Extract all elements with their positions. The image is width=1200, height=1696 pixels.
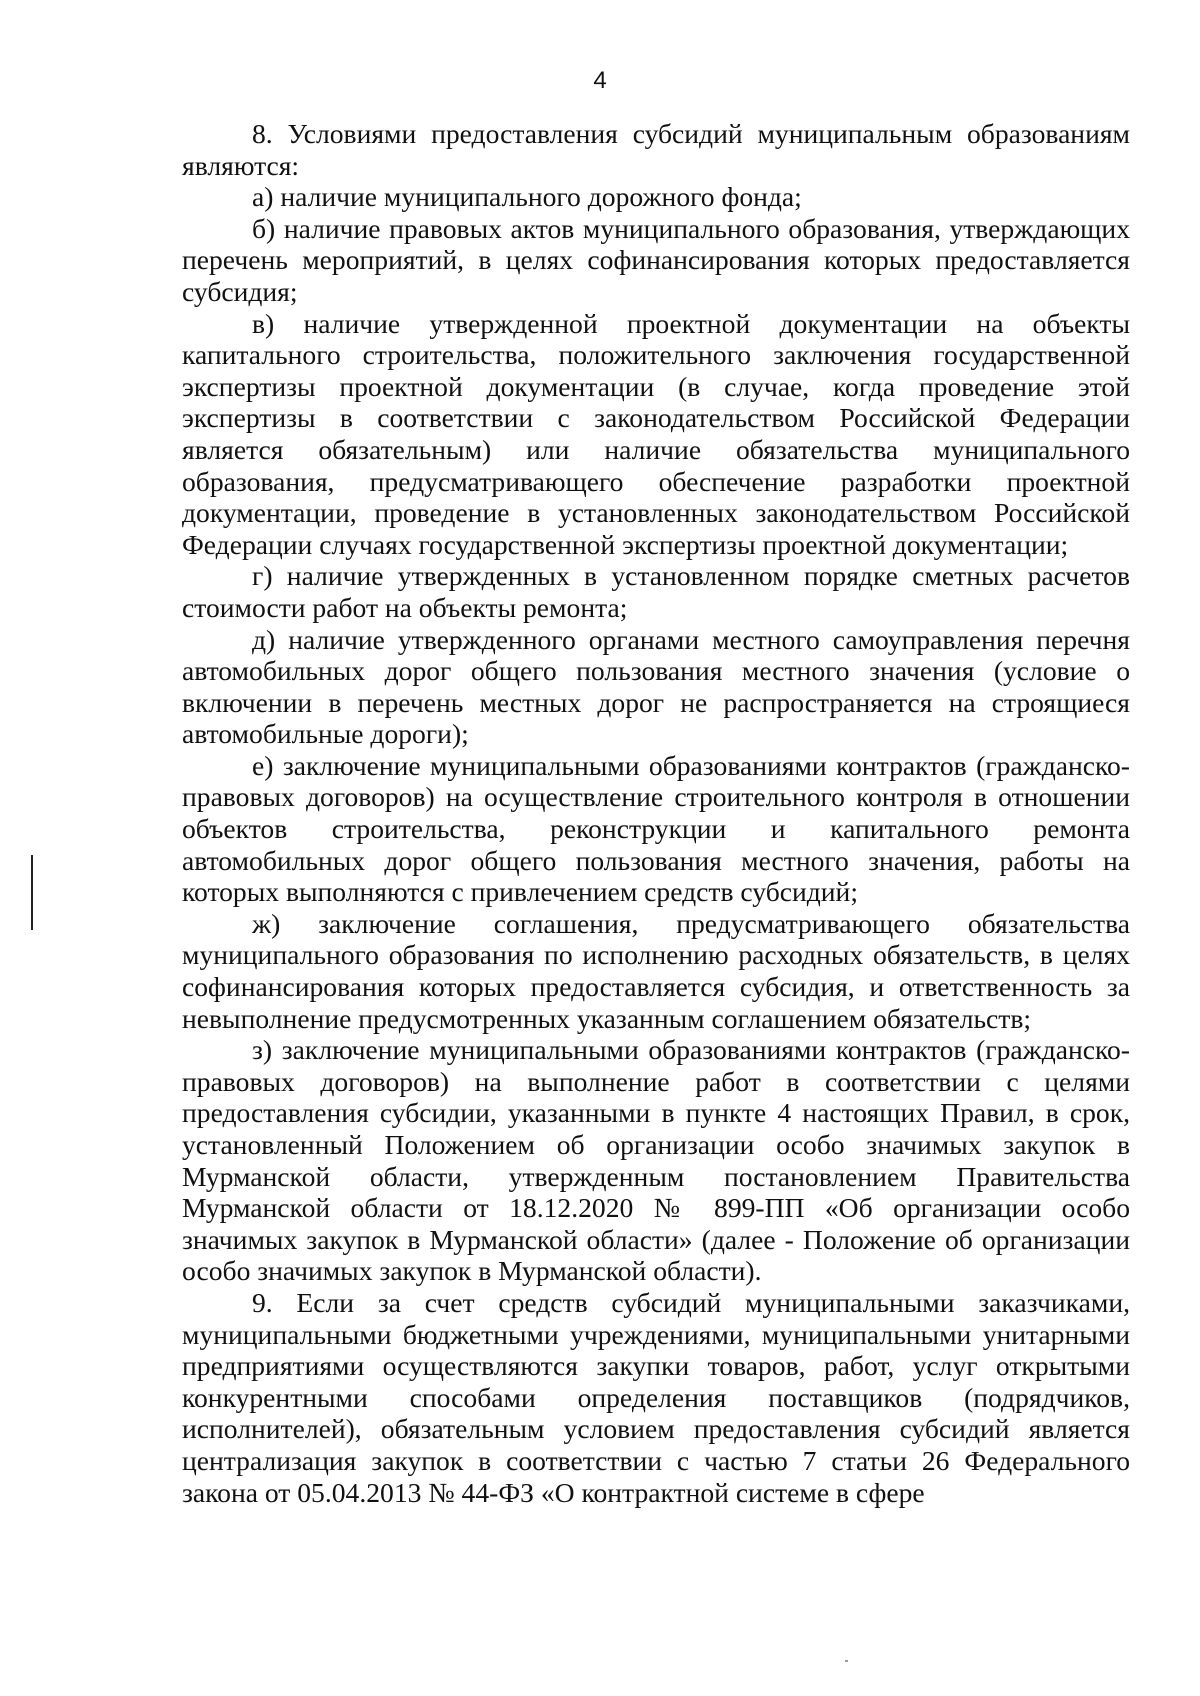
paragraph-8-item-zh: ж) заключение соглашения, предусматривающего обязательства муниципального образования по исполнению расходных обязательств, в целях софинансирования которых предоставляется субсидия, и ответственность за невыполнение предусмотренных указанным соглашением обязательств; xyxy=(182,907,1130,1034)
paragraph-8-item-v: в) наличие утвержденной проектной документации на объекты капитального строительства, положительного заключения государственной экспертизы проектной документации (в случае, когда проведение этой экспертизы в соответствии с законодательством Российской Федерации является обязательным) или наличие обязательства муниципального образования, предусматривающего обеспечение разработки проектной документации, проведение в установленных законодательством Российской Федерации случаях государственной экспертизы проектной документации; xyxy=(182,307,1130,560)
paragraph-8-item-g: г) наличие утвержденных в установленном порядке сметных расчетов стоимости работ на объекты ремонта; xyxy=(182,560,1130,623)
paragraph-8-item-b: б) наличие правовых актов муниципального образования, утверждающих перечень мероприятий, в целях софинансирования которых предоставляется субсидия; xyxy=(182,212,1130,307)
scan-speck xyxy=(845,1660,848,1662)
paragraph-8-item-z: з) заключение муниципальными образованиями контрактов (гражданско-правовых договоров) на выполнение работ в соответствии с целями предоставления субсидии, указанными в пункте 4 настоящих Правил, в срок, установленный Положением об организации особо значимых закупок в Мурманской области, утвержденным постановлением Правительства Мурманской области от 18.12.2020 № 899-ПП «Об организации особо значимых закупок в Мурманской области» (далее - Положение об организации особо значимых закупок в Мурманской области). xyxy=(182,1034,1130,1287)
paragraph-9: 9. Если за счет средств субсидий муниципальными заказчиками, муниципальными бюджетными учреждениями, муниципальными унитарными предприятиями осуществляются закупки товаров, работ, услуг открытыми конкурентными способами определения поставщиков (подрядчиков, исполнителей), обязательным условием предоставления субсидий является централизация закупок в соответствии с частью 7 статьи 26 Федерального закона от 05.04.2013 № 44-ФЗ «О контрактной системе в сфере xyxy=(182,1286,1130,1508)
paragraph-8-intro: 8. Условиями предоставления субсидий муниципальным образованиям являются: xyxy=(182,118,1130,181)
page-number: 4 xyxy=(593,67,607,94)
scan-margin-mark xyxy=(31,855,33,930)
paragraph-8-item-e: е) заключение муниципальными образованиями контрактов (гражданско-правовых договоров) на осуществление строительного контроля в отношении объектов строительства, реконструкции и капитального ремонта автомобильных дорог общего пользования местного значения, работы на которых выполняются с привлечением средств субсидий; xyxy=(182,749,1130,908)
document-body xyxy=(182,118,1130,1508)
paragraph-8-item-d: д) наличие утвержденного органами местного самоуправления перечня автомобильных дорог общего пользования местного значения (условие о включении в перечень местных дорог не распространяется на строящиеся автомобильные дороги); xyxy=(182,623,1130,750)
paragraph-8-item-a: а) наличие муниципального дорожного фонда; xyxy=(252,181,802,213)
